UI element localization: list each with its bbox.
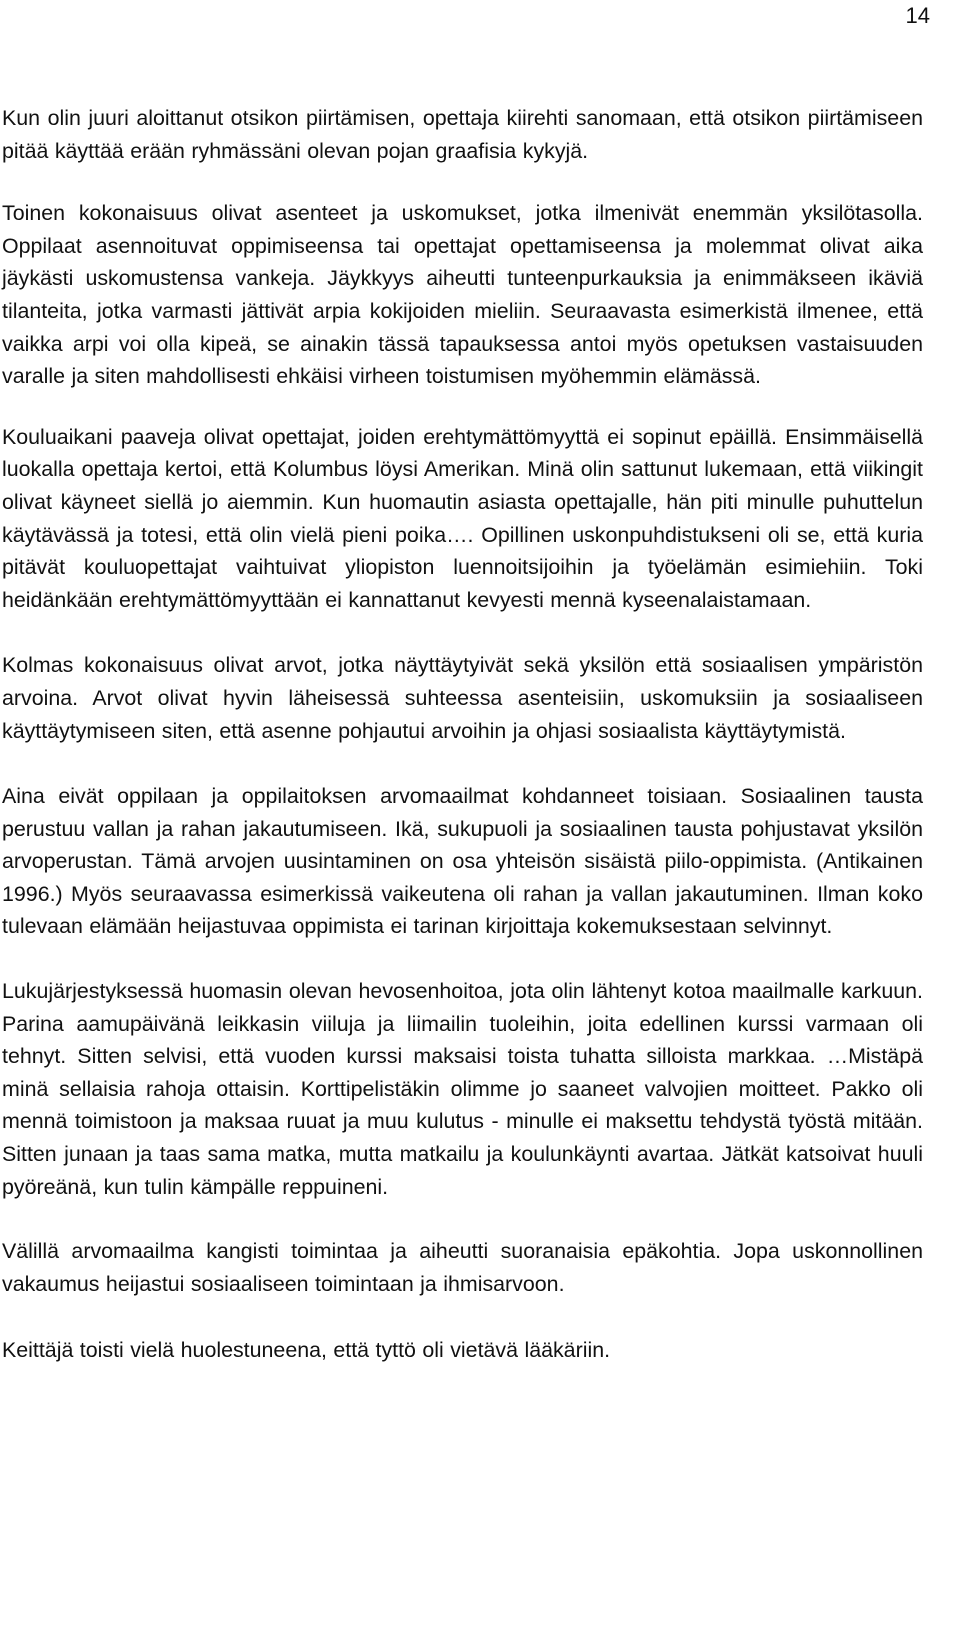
page-number: 14 bbox=[905, 3, 930, 28]
paragraph: Keittäjä toisti vielä huolestuneena, että tyttö oli vietävä lääkäriin. bbox=[2, 1338, 611, 1363]
paragraph: Toinen kokonaisuus olivat asenteet ja uskomukset, jotka ilmenivät enemmän yksilötasolla. Oppilaat asennoituvat oppimiseensa tai opettajat opettamiseensa ja molemmat olivat aika jäykästi uskomustensa vankeja. Jäykkyys aiheutti tunteenpurkauksia ja enimmäkseen ikäviä tilanteita, jotka varmasti jättivät arpia kokijoiden mieliin. Seuraavasta esimerkistä ilmenee, että vaikka arpi voi olla kipeä, se ainakin tässä tapauksessa antoi myös opetuksen vastaisuuden varalle ja siten mahdollisesti ehkäisi virheen toistumisen myöhemmin elämässä. bbox=[2, 201, 923, 389]
paragraph: Kun olin juuri aloittanut otsikon piirtämisen, opettaja kiirehti sanomaan, että otsikon piirtämiseen pitää käyttää erään ryhmässäni olevan pojan graafisia kykyjä. bbox=[2, 106, 923, 163]
document-body bbox=[2, 102, 923, 1367]
paragraph: Kouluaikani paaveja olivat opettajat, joiden erehtymättömyyttä ei sopinut epäillä. Ensimmäisellä luokalla opettaja kertoi, että Kolumbus löysi Amerikan. Minä olin sattunut lukemaan, että viikingit olivat käyneet siellä jo aiemmin. Kun huomautin asiasta opettajalle, hän piti minulle puhuttelun käytävässä ja totesi, että olin vielä pieni poika…. Opillinen uskonpuhdistukseni oli se, että kuria pitävät kouluopettajat vaihtuivat yliopiston luennoitsijoihin ja työelämän esimiehiin. Toki heidänkään erehtymättömyyttään ei kannattanut kevyesti mennä kyseenalaistamaan. bbox=[2, 424, 923, 612]
paragraph: Aina eivät oppilaan ja oppilaitoksen arvomaailmat kohdanneet toisiaan. Sosiaalinen tausta perustuu vallan ja rahan jakautumiseen. Ikä, sukupuoli ja sosiaalinen tausta pohjustavat yksilön arvoperustan. Tämä arvojen uusintaminen on osa yhteisön sisäistä piilo-oppimista. (Antikainen 1996.) Myös seuraavassa esimerkissä vaikeutena oli rahan ja vallan jakautuminen. Ilman koko tulevaan elämään heijastuvaa oppimista ei tarinan kirjoittaja kokemuksestaan selvinnyt. bbox=[2, 784, 923, 939]
paragraph: Kolmas kokonaisuus olivat arvot, jotka näyttäytyivät sekä yksilön että sosiaalisen ympäristön arvoina. Arvot olivat hyvin läheisessä suhteessa asenteisiin, uskomuksiin ja sosiaaliseen käyttäytymiseen siten, että asenne pohjautui arvoihin ja ohjasi sosiaalista käyttäytymistä. bbox=[2, 653, 923, 743]
paragraph: Lukujärjestyksessä huomasin olevan hevosenhoitoa, jota olin lähtenyt kotoa maailmalle karkuun. Parina aamupäivänä leikkasin viiluja ja liimailin tuoleihin, joita edellinen kurssi varmaan oli tehnyt. Sitten selvisi, että vuoden kurssi maksaisi toista tuhatta silloista markkaa. …Mistäpä minä sellaisia rahoja ottaisin. Korttipelistäkin olimme jo saaneet valvojien moitteet. Pakko oli mennä toimistoon ja maksaa ruuat ja muu kulutus - minulle ei maksettu tehdystä työstä mitään. Sitten junaan ja taas sama matka, mutta matkailu ja koulunkäynti avartaa. Jätkät katsoivat huuli pyöreänä, kun tulin kämpälle reppuineni. bbox=[2, 979, 923, 1199]
paragraph: Välillä arvomaailma kangisti toimintaa ja aiheutti suoranaisia epäkohtia. Jopa uskonnollinen vakaumus heijastui sosiaaliseen toimintaan ja ihmisarvoon. bbox=[2, 1239, 923, 1296]
